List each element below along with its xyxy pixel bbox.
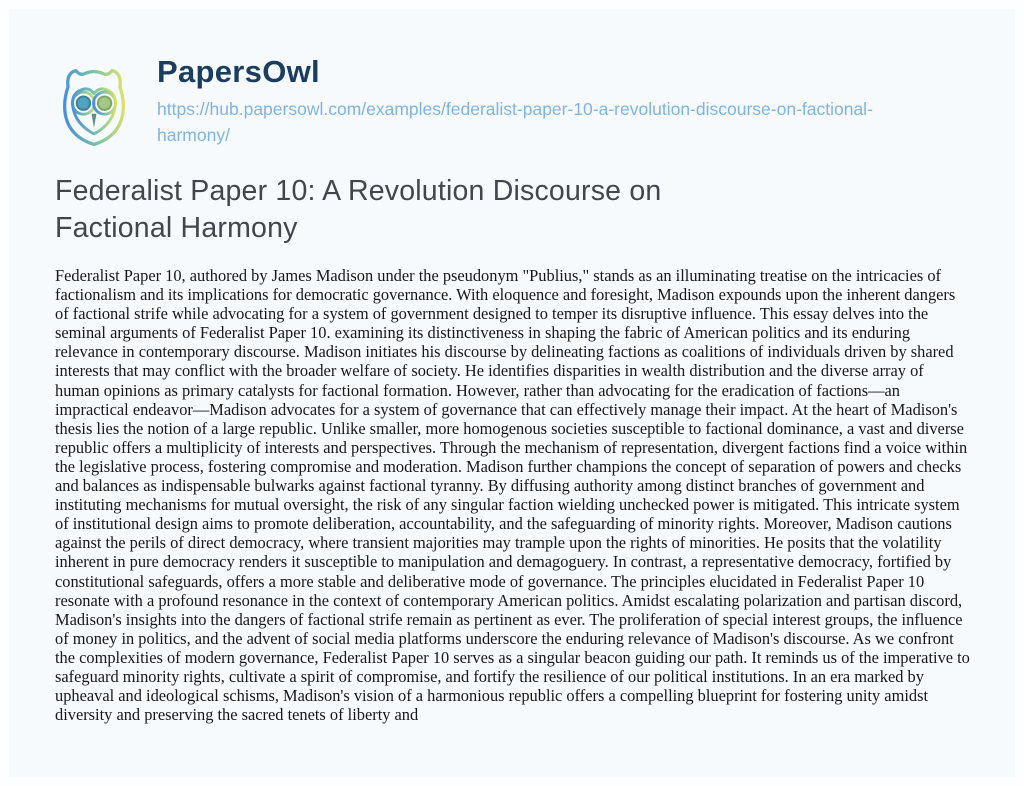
brand-block [157, 51, 945, 148]
content-area [9, 9, 1015, 777]
owl-icon [46, 56, 142, 158]
brand-name: PapersOwl [157, 54, 320, 89]
page-url-link[interactable]: https://hub.papersowl.com/examples/federalist-paper-10-a-revolution-discourse-on-factional-harmony/ [157, 99, 873, 145]
site-header [46, 9, 955, 158]
article-body: Federalist Paper 10, authored by James Madison under the pseudonym "Publius," stands as an illuminating treatise on the intricacies of factionalism and its implications for democratic governance. With eloquence and foresight, Madison expounds upon the inherent dangers of factional strife while advocating for a system of government designed to temper its disruptive influence. This essay delves into the seminal arguments of Federalist Paper 10. examining its distinctiveness in shaping the fabric of American politics and its enduring relevance in contemporary discourse. Madison initiates his discourse by delineating factions as coalitions of individuals driven by shared interests that may conflict with the broader welfare of society. He identifies disparities in wealth distribution and the diverse array of human opinions as primary catalysts for factional formation. However, rather than advocating for the eradication of factions—an impractical endeavor—Madison advocates for a system of governance that can effectively manage their impact. At the heart of Madison's thesis lies the notion of a large republic. Unlike smaller, more homogenous societies susceptible to factional dominance, a vast and diverse republic offers a multiplicity of interests and perspectives. Through the mechanism of representation, divergent factions find a voice within the legislative process, fostering compromise and moderation. Madison further champions the concept of separation of powers and checks and balances as indispensable bulwarks against factional tyranny. By diffusing authority among distinct branches of government and instituting mechanisms for mutual oversight, the risk of any singular faction wielding unchecked power is mitigated. This intricate system of institutional design aims to promote deliberation, accountability, and the safeguarding of minority rights. Moreover, Madison cautions against the perils of direct democracy, where transient majorities may trample upon the rights of minorities. He posits that the volatility inherent in pure democracy renders it susceptible to manipulation and demagoguery. In contrast, a representative democracy, fortified by constitutional safeguards, offers a more stable and deliberative mode of governance. The principles elucidated in Federalist Paper 10 resonate with a profound resonance in the context of contemporary American politics. Amidst escalating polarization and partisan discord, Madison's insights into the dangers of factional strife remain as pertinent as ever. The proliferation of special interest groups, the influence of money in politics, and the advent of social media platforms underscore the enduring relevance of Madison's discourse. As we confront the complexities of modern governance, Federalist Paper 10 serves as a singular beacon guiding our path. It reminds us of the imperative to safeguard minority rights, cultivate a spirit of compromise, and fortify the resilience of our political institutions. In an era marked by upheaval and ideological schisms, Madison's vision of a harmonious republic offers a compelling blueprint for fostering unity amidst diversity and preserving the sacred tenets of liberty and [55, 266, 970, 725]
article-title: Federalist Paper 10: A Revolution Discourse on Factional Harmony [55, 175, 662, 244]
